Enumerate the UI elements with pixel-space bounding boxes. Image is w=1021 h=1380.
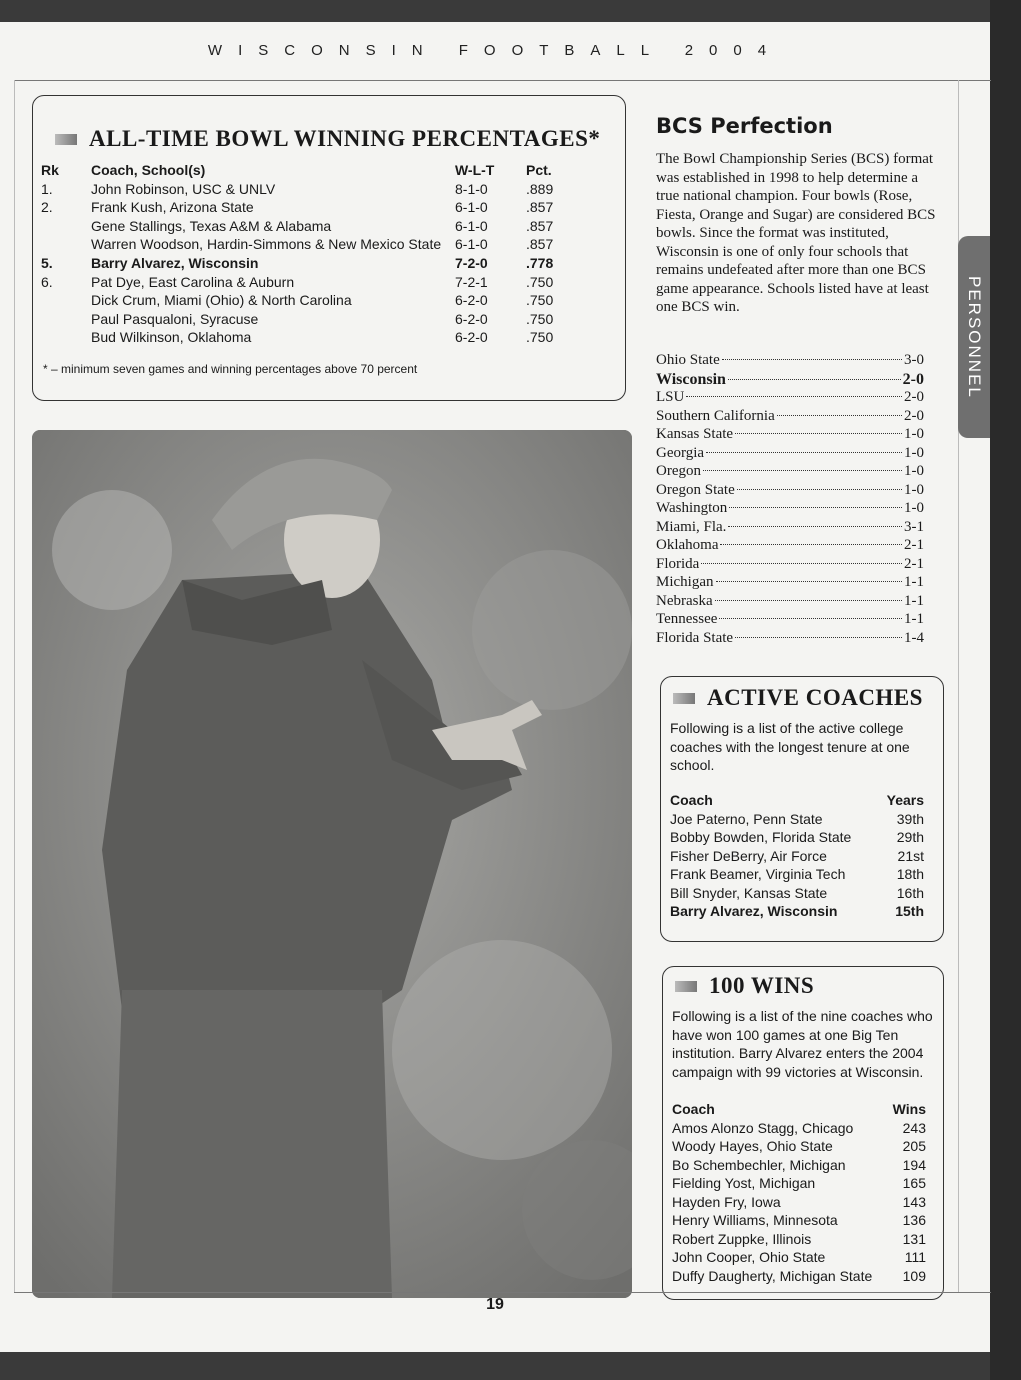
bcs-record: 1-0 (904, 426, 924, 442)
header-pct: Pct. (526, 162, 552, 178)
bcs-record-row (656, 537, 924, 556)
bowl-cell-wlt: 8-1-0 (455, 180, 488, 197)
wins-header-row (672, 1101, 926, 1120)
hundred-wins-title (675, 973, 814, 999)
leader-dots (686, 396, 902, 397)
active-coach-row-years: 39th (896, 810, 924, 827)
wins-coach-row (672, 1120, 926, 1139)
left-margin-line (14, 80, 15, 1292)
header-wlt: W-L-T (455, 162, 495, 178)
wins-coach-row-wins: 194 (902, 1156, 926, 1173)
leader-dots (715, 600, 902, 601)
bcs-school: Miami, Fla. (656, 518, 727, 535)
active-coach-row-years: 15th (895, 903, 924, 919)
bowl-cell-wlt: 6-2-0 (455, 310, 488, 327)
bowl-title-text: ALL-TIME BOWL WINNING PERCENTAGES* (89, 126, 601, 151)
bcs-record: 2-1 (904, 555, 924, 572)
active-header-coach: Coach (670, 792, 713, 808)
wins-coach-row-coach: Henry Williams, Minnesota (672, 1212, 838, 1228)
active-coach-row-coach: Frank Beamer, Virginia Tech (670, 866, 846, 882)
wins-coach-row-wins: 111 (904, 1249, 926, 1265)
bcs-record: 2-0 (904, 407, 924, 424)
active-coach-row-coach: Joe Paterno, Penn State (670, 810, 823, 827)
active-coach-row (670, 866, 924, 885)
bowl-cell-pct: .857 (526, 217, 554, 234)
bowl-cell-wlt: 6-1-0 (455, 236, 488, 253)
bowl-percentages-box (32, 95, 626, 401)
active-coaches-title (673, 685, 923, 711)
bcs-record: 2-1 (904, 537, 924, 553)
leader-dots (728, 526, 902, 527)
bcs-record: 1-4 (904, 629, 924, 646)
bowl-cell-rk: 2. (41, 199, 53, 216)
bowl-cell-coach: John Robinson, USC & UNLV (91, 180, 276, 197)
bowl-cell-pct: .857 (526, 199, 554, 216)
leader-dots (703, 470, 902, 471)
bcs-school: Nebraska (656, 592, 713, 609)
bcs-record-row (656, 445, 924, 464)
bcs-school: Kansas State (656, 426, 734, 442)
bcs-record: 1-1 (904, 592, 924, 609)
leader-dots (701, 563, 902, 564)
leader-dots (735, 433, 902, 434)
wins-coach-row-wins: 205 (902, 1138, 926, 1154)
bcs-record-row (656, 556, 924, 575)
bullet-bar-icon (673, 693, 695, 704)
bowl-cell-coach: Warren Woodson, Hardin-Simmons & New Mexico State (91, 236, 442, 253)
bottom-rule (14, 1292, 991, 1293)
bowl-cell-wlt: 7-2-0 (455, 255, 488, 271)
bcs-record-row (656, 389, 924, 408)
active-coach-row (670, 885, 924, 904)
bcs-record-row (656, 463, 924, 482)
bowl-box-title (55, 126, 600, 152)
bcs-school: Georgia (656, 444, 705, 461)
bowl-cell-wlt: 7-2-1 (455, 273, 488, 290)
bullet-bar-icon (675, 981, 697, 992)
leader-dots (735, 637, 902, 638)
scan-edge (990, 0, 1021, 1380)
bcs-school: Florida (656, 555, 700, 572)
wins-coach-row-wins: 109 (902, 1267, 926, 1284)
bcs-record: 1-0 (904, 444, 924, 461)
wins-coach-row-coach: John Cooper, Ohio State (672, 1249, 826, 1265)
bcs-record: 3-0 (904, 352, 924, 368)
leader-dots (728, 379, 901, 380)
bullet-bar-icon (55, 134, 77, 145)
bcs-record-row (656, 593, 924, 612)
wins-header-wins: Wins (892, 1101, 926, 1117)
bcs-school: Oregon State (656, 481, 735, 498)
active-coach-row (670, 829, 924, 848)
coach-photo (32, 430, 632, 1298)
bowl-cell-pct: .750 (526, 329, 554, 346)
bcs-school: Florida State (656, 629, 734, 646)
active-coach-row-years: 18th (896, 866, 924, 882)
wins-coach-row (672, 1212, 926, 1231)
active-coach-row-years: 16th (896, 884, 924, 901)
bowl-cell-wlt: 6-1-0 (455, 199, 488, 216)
bcs-school: Washington (656, 500, 728, 516)
wins-coach-row-coach: Robert Zuppke, Illinois (672, 1230, 812, 1247)
leader-dots (729, 507, 902, 508)
wins-coach-row-coach: Hayden Fry, Iowa (672, 1193, 781, 1210)
bowl-cell-wlt: 6-2-0 (455, 292, 488, 309)
wins-rows (672, 1120, 926, 1287)
bcs-record: 2-0 (902, 370, 924, 388)
bcs-record-row (656, 408, 924, 427)
bowl-cell-pct: .778 (526, 255, 554, 271)
leader-dots (722, 359, 902, 360)
wins-coach-row (672, 1268, 926, 1287)
bowl-cell-coach: Barry Alvarez, Wisconsin (91, 255, 259, 271)
leader-dots (716, 581, 903, 582)
bcs-record: 1-1 (904, 574, 924, 590)
bowl-cell-pct: .750 (526, 310, 554, 327)
wins-coach-row-coach: Fielding Yost, Michigan (672, 1175, 816, 1191)
bcs-title: BCS Perfection (656, 114, 833, 138)
bowl-cell-pct: .857 (526, 236, 554, 253)
active-header-years: Years (886, 792, 924, 808)
bcs-school: LSU (656, 389, 685, 405)
active-rows (670, 811, 924, 922)
wins-coach-row (672, 1138, 926, 1157)
bcs-record: 1-1 (904, 611, 924, 627)
bowl-cell-coach: Pat Dye, East Carolina & Auburn (91, 273, 295, 290)
bcs-school: Wisconsin (656, 370, 726, 388)
bowl-cell-coach: Frank Kush, Arizona State (91, 199, 254, 216)
wins-coach-row-coach: Duffy Daugherty, Michigan State (672, 1267, 873, 1284)
bcs-school: Ohio State (656, 352, 720, 368)
bcs-school: Michigan (656, 574, 714, 590)
bowl-cell-coach: Paul Pasqualoni, Syracuse (91, 310, 259, 327)
wins-coach-row (672, 1175, 926, 1194)
bcs-record-row (656, 611, 924, 630)
wins-header-coach: Coach (672, 1101, 715, 1117)
active-coach-row-coach: Fisher DeBerry, Air Force (670, 847, 827, 864)
hundred-wins-box (662, 966, 944, 1300)
leader-dots (737, 489, 902, 490)
wins-coach-row-coach: Amos Alonzo Stagg, Chicago (672, 1119, 854, 1136)
active-coach-row-years: 29th (896, 829, 924, 845)
bowl-cell-coach: Bud Wilkinson, Oklahoma (91, 329, 252, 346)
bcs-school: Oklahoma (656, 537, 719, 553)
active-coach-row-coach: Barry Alvarez, Wisconsin (670, 903, 838, 919)
wins-coach-row-wins: 143 (902, 1193, 926, 1210)
leader-dots (706, 452, 902, 453)
active-coach-row-years: 21st (897, 847, 924, 864)
leader-dots (720, 544, 902, 545)
wins-coach-row (672, 1157, 926, 1176)
bowl-cell-wlt: 6-1-0 (455, 217, 488, 234)
wins-coach-row-wins: 165 (902, 1175, 926, 1191)
active-coaches-intro: Following is a list of the active college coaches with the longest tenure at one school. (670, 720, 910, 773)
active-title-text: ACTIVE COACHES (707, 685, 923, 710)
active-coach-row-coach: Bobby Bowden, Florida State (670, 829, 852, 845)
bowl-cell-pct: .750 (526, 292, 554, 309)
bcs-record: 2-0 (904, 389, 924, 405)
top-rule (14, 80, 991, 81)
bcs-record-row (656, 500, 924, 519)
bcs-record-row (656, 482, 924, 501)
active-coach-row-coach: Bill Snyder, Kansas State (670, 884, 828, 901)
bcs-school: Oregon (656, 463, 701, 479)
bcs-record-row (656, 352, 924, 371)
wins-coach-row (672, 1231, 926, 1250)
bowl-cell-pct: .750 (526, 273, 554, 290)
bcs-record-row (656, 574, 924, 593)
hundred-wins-list (672, 1101, 926, 1286)
active-coach-row (670, 811, 924, 830)
wins-coach-row-wins: 131 (902, 1230, 926, 1247)
bcs-record: 1-0 (904, 500, 924, 516)
bowl-cell-coach: Dick Crum, Miami (Ohio) & North Carolina (91, 292, 352, 309)
active-coach-row (670, 848, 924, 867)
section-tab-label: PERSONNEL (965, 275, 984, 399)
bcs-record: 1-0 (904, 463, 924, 479)
running-header: WISCONSIN FOOTBALL 2004 (207, 42, 783, 59)
bcs-text: The Bowl Championship Series (BCS) format was established in 1998 to help determine a true national champion. Four bowls (Rose, Fiesta, Orange and Sugar) are considered BCS bowls. Since the format was instituted, Wisconsin is one of only four schools that remains undefeated after more than one BCS game appearance. Schools listed have at least one BCS win. (656, 151, 936, 315)
wins-coach-row-wins: 136 (902, 1212, 926, 1228)
active-coaches-box (660, 676, 944, 942)
leader-dots (719, 618, 902, 619)
header-rk: Rk (41, 162, 59, 178)
bowl-cell-coach: Gene Stallings, Texas A&M & Alabama (91, 217, 332, 234)
bcs-record: 1-0 (904, 481, 924, 498)
bcs-school: Southern California (656, 407, 775, 424)
leader-dots (777, 415, 902, 416)
active-header-row (670, 792, 924, 811)
wins-coach-row-coach: Bo Schembechler, Michigan (672, 1156, 846, 1173)
bcs-record-row (656, 630, 924, 649)
bowl-footnote: * – minimum seven games and winning percentages above 70 percent (43, 362, 418, 376)
wins-coach-row-wins: 243 (902, 1119, 926, 1136)
bowl-cell-rk: 5. (41, 255, 53, 271)
hundred-wins-intro: Following is a list of the nine coaches who have won 100 games at one Big Ten institution. Barry Alvarez enters the 2004 campaign with 99 victories at Wisconsin. (672, 1008, 933, 1080)
bcs-records-list (656, 352, 924, 648)
wins-title-text: 100 WINS (709, 973, 815, 998)
page-number: 19 (486, 1296, 504, 1313)
bcs-record: 3-1 (904, 518, 924, 535)
section-tab (958, 236, 990, 438)
wins-coach-row (672, 1249, 926, 1268)
bcs-school: Tennessee (656, 611, 718, 627)
bowl-cell-rk: 1. (41, 180, 53, 197)
wins-coach-row-coach: Woody Hayes, Ohio State (672, 1138, 833, 1154)
bowl-cell-rk: 6. (41, 273, 53, 290)
wins-coach-row (672, 1194, 926, 1213)
bcs-record-row (656, 519, 924, 538)
bcs-record-row (656, 371, 924, 390)
bowl-cell-pct: .889 (526, 180, 554, 197)
active-coach-row (670, 903, 924, 922)
bowl-cell-wlt: 6-2-0 (455, 329, 488, 346)
header-coach: Coach, School(s) (91, 162, 206, 178)
active-coaches-list (670, 792, 924, 922)
bcs-record-row (656, 426, 924, 445)
